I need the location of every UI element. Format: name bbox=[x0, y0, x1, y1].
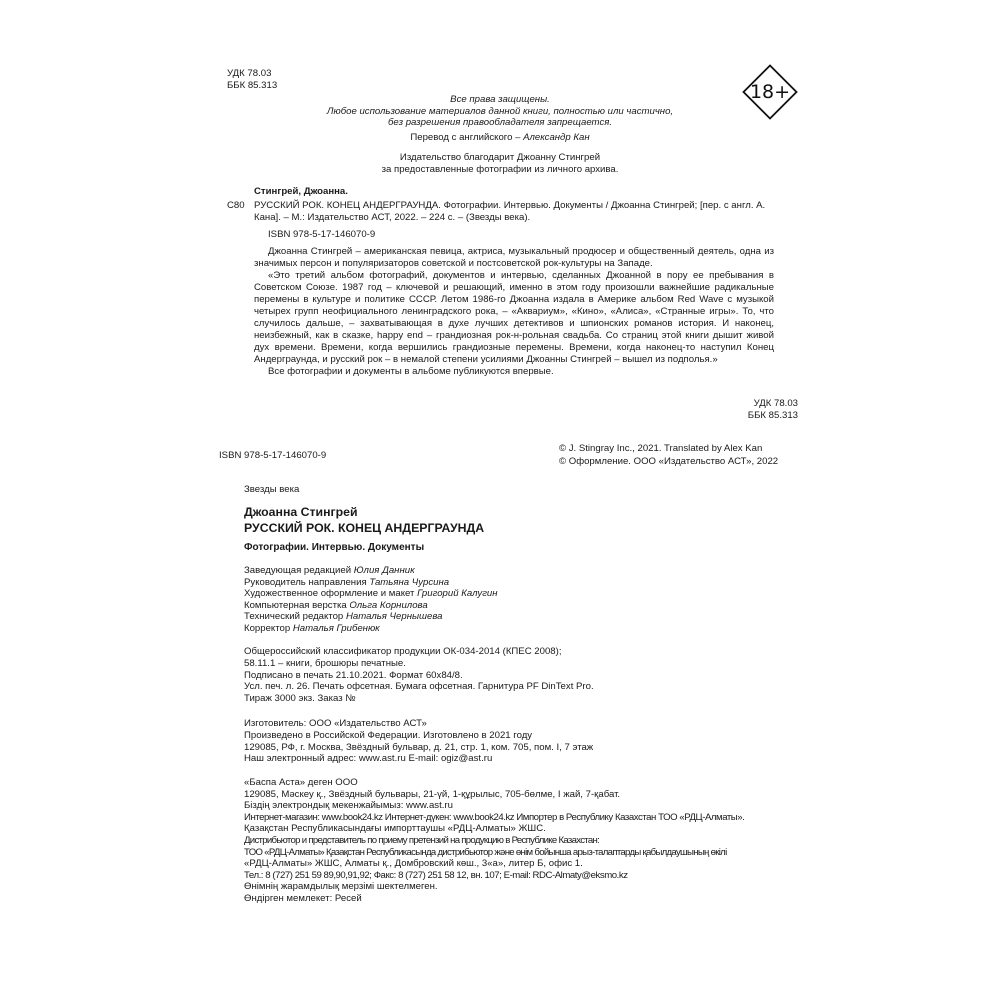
classifier-line: Усл. печ. л. 26. Печать офсетная. Бумага офсетная. Гарнитура PF DinText Pro. bbox=[244, 681, 594, 693]
kz-line: Интернет-магазин: www.book24.kz Интернет-дүкен: www.book24.kz Импортер в Республику Казахстан ТОО «РДЦ-Алматы». bbox=[244, 811, 745, 823]
kz-line: Өндірген мемлекет: Ресей bbox=[244, 892, 362, 904]
credit-row bbox=[244, 611, 498, 623]
credit-name: Юлия Данник bbox=[353, 565, 415, 576]
credit-row bbox=[244, 565, 498, 577]
abstract-paragraph: «Это третий альбом фотографий, документов и интервью, сделанных Джоанной в пору ее пребывания в Советском Союзе. 1987 год – ключевой и решающий, именно в этом году произошли важнейшие радикальные перемены в культуре и политике СССР. Летом 1986-го Джоанна издала в Америке альбом Red Wave с музыкой четырех групп неофициального ленинградского рока, – «Аквариум», «Кино», «Алиса», «Странные игры». То, что случилось дальше, – захватывающая в духе лучших детективов и шпионских романов история. И наконец, неизбежный, как в сказке, happy end – грандиозная рок-н-рольная свадьба. Со страниц этой книги дышит живой дух времени. Времени, когда вершились грандиозные перемены. Времени, когда наконец-то наступил Конец Андерграунда, и русский рок – в немалой степени усилиями Джоанны Стингрей – вышел из подполья.» bbox=[254, 270, 774, 365]
classifier-block bbox=[244, 646, 594, 705]
kz-line: «Баспа Аста» деген ООО bbox=[244, 777, 358, 788]
translation-line bbox=[200, 132, 800, 144]
classifier-line: Тираж 3000 экз. Заказ № bbox=[244, 693, 356, 705]
abstract-paragraph: Джоанна Стингрей – американская певица, актриса, музыкальный продюсер и общественный деятель, одна из значимых персон и популяризаторов советской и постсоветской рок-культуры на Западе. bbox=[254, 246, 774, 269]
manufacturer-line: Изготовитель: ООО «Издательство АСТ» bbox=[244, 718, 427, 729]
bib-author: Стингрей, Джоанна. bbox=[254, 186, 348, 197]
credits-list bbox=[244, 565, 498, 635]
abstract-paragraph: Все фотографии и документы в альбоме публикуются впервые. bbox=[268, 366, 554, 377]
credit-role: Корректор bbox=[244, 622, 293, 634]
classifier-line: Общероссийский классификатор продукции ОК-034-2014 (КПЕС 2008); bbox=[244, 646, 562, 657]
credit-role: Заведующая редакцией bbox=[244, 565, 354, 576]
bbk-code: ББК 85.313 bbox=[227, 79, 278, 91]
kz-line: 129085, Мәскеу қ., Звёздный бульвары, 21-үй, 1-құрылыс, 705-бөлме, I жай, 7-қабат. bbox=[244, 788, 621, 800]
thanks-line: Издательство благодарит Джоанну Стингрей bbox=[399, 152, 601, 163]
udk-bbk-top bbox=[227, 68, 277, 91]
kz-line: Өнімнің жарамдылық мерзімі шектелмеген. bbox=[244, 881, 438, 893]
udk-code: УДК 78.03 bbox=[227, 68, 272, 79]
credit-role: Компьютерная верстка bbox=[244, 599, 350, 611]
kz-line: «РДЦ-Алматы» ЖШС, Алматы қ., Домбровский көш., 3«а», литер Б, офис 1. bbox=[244, 858, 583, 870]
copyright-line: © J. Stingray Inc., 2021. Translated by Alex Kan bbox=[559, 443, 763, 454]
credit-row bbox=[244, 600, 498, 612]
age-rating-text: 18+ bbox=[749, 81, 791, 103]
kz-importer-block bbox=[244, 777, 804, 905]
rights-line: Все права защищены. bbox=[450, 94, 550, 105]
classifier-line: 58.11.1 – книги, брошюры печатные. bbox=[244, 657, 406, 669]
udk-code: УДК 78.03 bbox=[753, 398, 798, 409]
credit-name: Наталья Чернышева bbox=[345, 611, 443, 623]
credit-name: Ольга Корнилова bbox=[349, 599, 428, 611]
rights-line: Любое использование материалов данной книги, полностью или частично, bbox=[326, 105, 674, 117]
credit-row bbox=[244, 588, 498, 600]
rights-notice bbox=[200, 94, 800, 129]
book-subtitle: Фотографии. Интервью. Документы bbox=[244, 542, 425, 553]
credit-role: Технический редактор bbox=[244, 611, 346, 623]
credit-role: Руководитель направления bbox=[244, 576, 370, 588]
copyright-line: © Оформление. ООО «Издательство АСТ», 2022 bbox=[559, 455, 779, 467]
credit-row bbox=[244, 577, 498, 589]
bib-description: РУССКИЙ РОК. КОНЕЦ АНДЕРГРАУНДА. Фотографии. Интервью. Документы / Джоанна Стингрей; [пер. с англ. А. Кана]. – М.: Издательство АСТ, 2022. – 224 с. – (Звезды века). bbox=[254, 200, 766, 223]
credit-name: Григорий Калугин bbox=[417, 588, 498, 600]
manufacturer-line: 129085, РФ, г. Москва, Звёздный бульвар, д. 21, стр. 1, ком. 705, пом. I, 7 этаж bbox=[244, 741, 594, 753]
rights-line: без разрешения правообладателя запрещается. bbox=[387, 117, 613, 128]
manufacturer-line: Произведено в Российской Федерации. Изготовлено в 2021 году bbox=[244, 729, 533, 741]
kz-line: ТОО «РДЦ-Алматы» Қазақстан Республикасында дистрибьютор және өнім бойынша арыз-талаптарды қабылдаушының өкілі bbox=[244, 846, 727, 858]
credit-name: Татьяна Чурсина bbox=[369, 576, 450, 588]
kz-line: Тел.: 8 (727) 251 59 89,90,91,92; Факс: 8 (727) 251 58 12, вн. 107; E-mail: RDC-Almaty@eksmo.kz bbox=[244, 869, 628, 881]
bib-code: С80 bbox=[227, 200, 245, 211]
classifier-line: Подписано в печать 21.10.2021. Формат 60x84/8. bbox=[244, 669, 463, 681]
copyright-notice bbox=[559, 443, 778, 468]
translator-name: Александр Кан bbox=[523, 132, 590, 143]
credit-role: Художественное оформление и макет bbox=[244, 588, 418, 600]
bib-isbn: ISBN 978-5-17-146070-9 bbox=[268, 229, 376, 240]
isbn-line: ISBN 978-5-17-146070-9 bbox=[219, 450, 327, 461]
bbk-code: ББК 85.313 bbox=[747, 409, 798, 421]
series-name: Звезды века bbox=[244, 484, 300, 495]
manufacturer-line: Наш электронный адрес: www.ast.ru E-mail: ogiz@ast.ru bbox=[244, 753, 493, 765]
credit-name: Наталья Грибенюк bbox=[292, 622, 380, 634]
credit-row bbox=[244, 623, 498, 635]
abstract bbox=[254, 246, 774, 378]
thanks-line: за предоставленные фотографии из личного архива. bbox=[381, 164, 619, 175]
book-title: РУССКИЙ РОК. КОНЕЦ АНДЕРГРАУНДА bbox=[244, 521, 485, 535]
kz-line: Қазақстан Республикасындағы импорттаушы «РДЦ-Алматы» ЖШС. bbox=[244, 823, 546, 835]
book-author: Джоанна Стингрей bbox=[244, 505, 358, 519]
translation-label: Перевод с английского – bbox=[410, 132, 524, 143]
udk-bbk-right bbox=[700, 398, 798, 421]
thanks-notice bbox=[200, 152, 800, 176]
kz-line: Дистрибьютор и представитель по приему претензий на продукцию в Республике Казахстан: bbox=[244, 834, 600, 846]
manufacturer-block bbox=[244, 718, 593, 765]
kz-line: Біздің электрондық мекенжайымыз: www.ast.ru bbox=[244, 800, 453, 812]
